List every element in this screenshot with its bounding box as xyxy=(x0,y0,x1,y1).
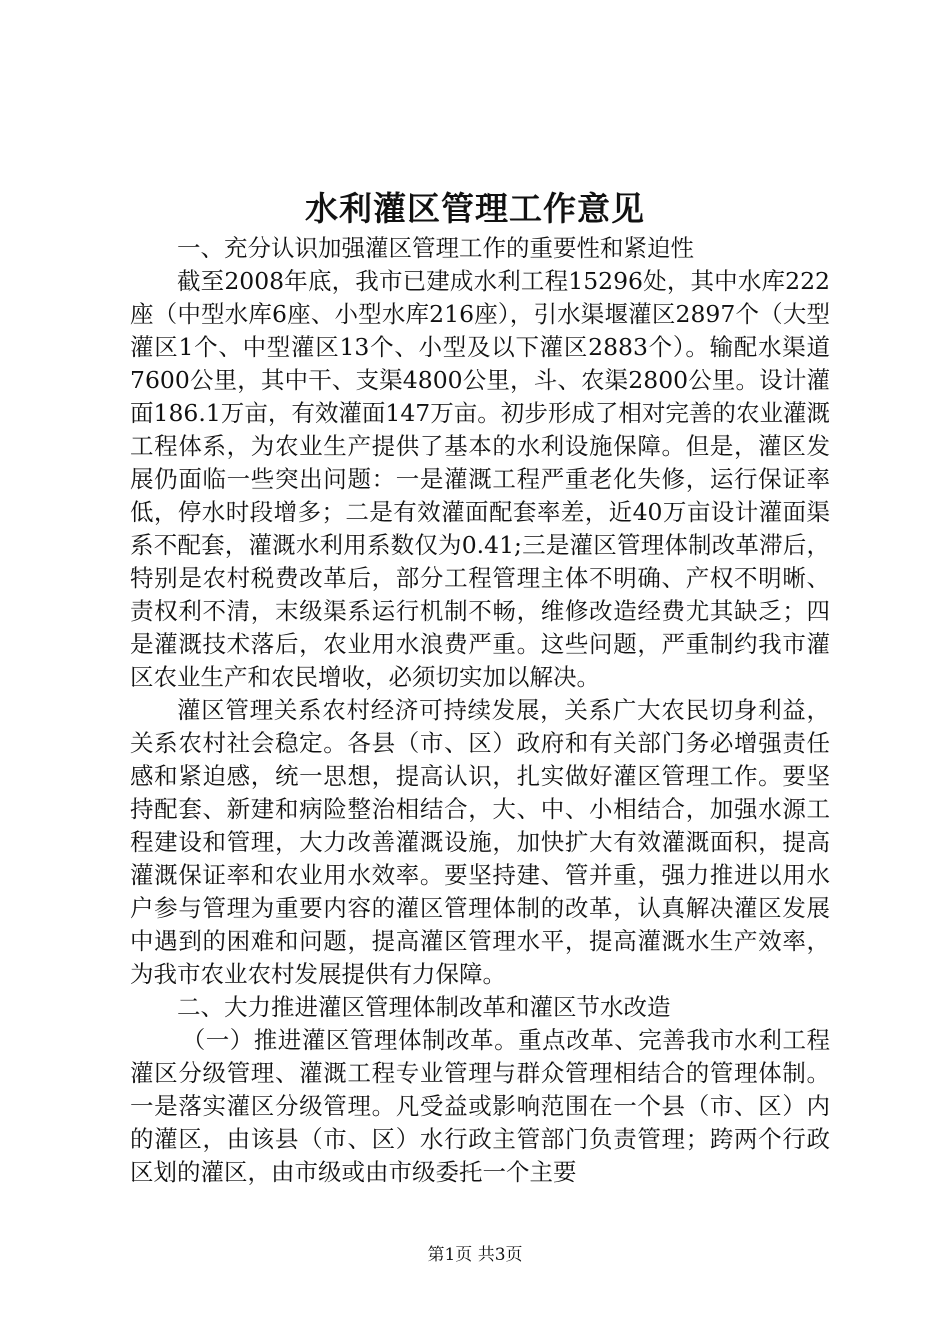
body-paragraph-3: （一）推进灌区管理体制改革。重点改革、完善我市水利工程灌区分级管理、灌溉工程专业管理与群众管理相结合的管理体制。一是落实灌区分级管理。凡受益或影响范围在一个县（市、区）内的灌区，由该县（市、区）水行政主管部门负责管理；跨两个行政区划的灌区，由市级或由市级委托一个主要 xyxy=(130,1026,830,1186)
section-heading-2: 二、大力推进灌区管理体制改革和灌区节水改造 xyxy=(177,993,671,1021)
body-paragraph-2: 灌区管理关系农村经济可持续发展，关系广大农民切身利益，关系农村社会稳定。各县（市、区）政府和有关部门务必增强责任感和紧迫感，统一思想，提高认识，扎实做好灌区管理工作。要坚持配套、新建和病险整治相结合，大、中、小相结合，加强水源工程建设和管理，大力改善灌溉设施，加快扩大有效灌溉面积，提高灌溉保证率和农业用水效率。要坚持建、管并重，强力推进以用水户参与管理为重要内容的灌区管理体制的改革，认真解决灌区发展中遇到的困难和问题，提高灌区管理水平，提高灌溉水生产效率，为我市农业农村发展提供有力保障。 xyxy=(130,696,830,988)
document-body xyxy=(130,232,830,1189)
section-heading-1: 一、充分认识加强灌区管理工作的重要性和紧迫性 xyxy=(177,234,694,262)
page-number-footer: 第1页 共3页 xyxy=(427,1245,523,1265)
document-title: 水利灌区管理工作意见 xyxy=(305,189,645,228)
body-paragraph-1: 截至2008年底，我市已建成水利工程15296处，其中水库222座（中型水库6座、小型水库216座），引水渠堰灌区2897个（大型灌区1个、中型灌区13个、小型及以下灌区2883个）。输配水渠道7600公里，其中干、支渠4800公里，斗、农渠2800公里。设计灌面186.1万亩，有效灌面147万亩。初步形成了相对完善的农业灌溉工程体系，为农业生产提供了基本的水利设施保障。但是，灌区发展仍面临一些突出问题：一是灌溉工程严重老化失修，运行保证率低，停水时段增多；二是有效灌面配套率差，近40万亩设计灌面渠系不配套，灌溉水利用系数仅为0.41;三是灌区管理体制改革滞后，特别是农村税费改革后，部分工程管理主体不明确、产权不明晰、责权利不清，末级渠系运行机制不畅，维修改造经费尤其缺乏；四是灌溉技术落后，农业用水浪费严重。这些问题，严重制约我市灌区农业生产和农民增收，必须切实加以解决。 xyxy=(130,267,830,691)
